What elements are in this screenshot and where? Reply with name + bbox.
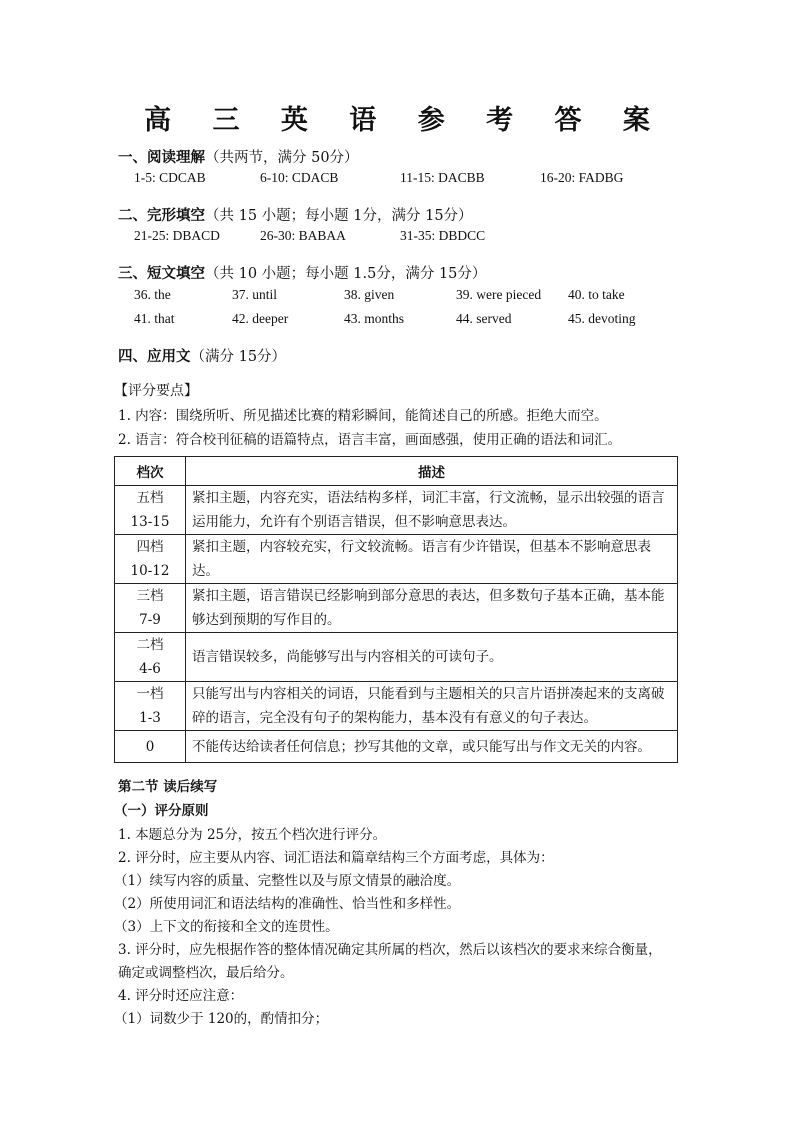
- answer-11-15: 11-15: DACBB: [400, 170, 485, 185]
- header-level: 档次: [115, 457, 186, 486]
- criteria-content: 1. 内容：围绕所听、所见描述比赛的精彩瞬间，能简述自己的所感。拒绝大而空。: [118, 408, 608, 424]
- criteria-language: 2. 语言：符合校刊征稿的语篇特点，语言丰富，画面感强，使用正确的语法和词汇。: [118, 432, 622, 448]
- answer-37: 37. until: [232, 287, 278, 302]
- grade-description: 紧扣主题，内容充实，语法结构多样，词汇丰富，行文流畅，显示出较强的语言运用能力，允许有个别语言错误，但不影响意思表达。: [186, 486, 678, 535]
- section-fill-heading: [118, 262, 486, 283]
- grade-level-cell: [115, 584, 186, 633]
- answer-45: 45. devoting: [568, 311, 636, 326]
- answer-43: 43. months: [344, 311, 405, 326]
- grade-level-cell: [115, 486, 186, 535]
- rule-line-2: 2. 评分时，应主要从内容、词汇语法和篇章结构三个方面考虑，具体为：: [118, 850, 554, 866]
- grade-level-name: 三档: [136, 588, 164, 604]
- grade-level-range: 13-15: [130, 514, 170, 530]
- grade-level-range: 10-12: [130, 563, 170, 579]
- answer-41: 41. that: [134, 311, 175, 326]
- table-row: [115, 535, 678, 584]
- answer-40: 40. to take: [568, 287, 625, 302]
- section-reading-title: 一、阅读理解: [118, 149, 205, 166]
- section-cloze-note: （共 15 小题；每小题 1分，满分 15分）: [205, 208, 473, 224]
- grade-description: 紧扣主题，内容较充实，行文较流畅。语言有少许错误，但基本不影响意思表达。: [186, 535, 678, 584]
- grade-level-cell: [115, 633, 186, 682]
- answer-21-25: 21-25: DBACD: [134, 228, 220, 243]
- section-reading-note: （共两节，满分 50分）: [205, 150, 359, 166]
- section-writing-note: （满分 15分）: [190, 349, 287, 365]
- table-row: [115, 486, 678, 535]
- section-writing-title: 四、应用文: [118, 348, 191, 365]
- grade-level-name: 0: [145, 738, 155, 755]
- section-writing-heading: [118, 345, 286, 366]
- grade-description: 紧扣主题，语言错误已经影响到部分意思的表达，但多数句子基本正确，基本能够达到预期的写作目的。: [186, 584, 678, 633]
- rule-line-5: （3）上下文的衔接和全文的连贯性。: [114, 919, 339, 935]
- answer-42: 42. deeper: [232, 311, 289, 326]
- grade-level-range: 1-3: [139, 710, 161, 726]
- page-title: 高 三 英 语 参 考 答 案: [144, 105, 666, 136]
- answer-1-5: 1-5: CDCAB: [134, 170, 206, 185]
- answer-31-35: 31-35: DBDCC: [400, 228, 486, 243]
- rule-line-6: 3. 评分时，应先根据作答的整体情况确定其所属的档次，然后以该档次的要求来综合衡量，: [118, 942, 662, 958]
- section-reading-heading: [118, 146, 359, 167]
- answer-6-10: 6-10: CDACB: [260, 170, 339, 185]
- table-header-row: [115, 457, 678, 486]
- grade-description: 只能写出与内容相关的词语，只能看到与主题相关的只言片语拼凑起来的支离破碎的语言，完全没有句子的架构能力，基本没有有意义的句子表达。: [186, 682, 678, 731]
- grade-description: 不能传达给读者任何信息；抄写其他的文章，或只能写出与作文无关的内容。: [186, 731, 678, 763]
- answer-26-30: 26-30: BABAA: [260, 228, 346, 243]
- section-fill-title: 三、短文填空: [118, 265, 205, 282]
- grade-level-name: 五档: [136, 490, 164, 506]
- table-row: [115, 633, 678, 682]
- grade-level-range: 7-9: [139, 612, 161, 628]
- rule-line-9: （1）词数少于 120的，酌情扣分；: [114, 1011, 329, 1027]
- table-row: [115, 584, 678, 633]
- section-cloze-title: 二、完形填空: [118, 207, 205, 224]
- answer-16-20: 16-20: FADBG: [540, 170, 624, 185]
- rule-line-4: （2）所使用词汇和语法结构的准确性、恰当性和多样性。: [114, 896, 461, 912]
- part2-subheading: （一）评分原则: [114, 803, 209, 819]
- grade-level-name: 一档: [136, 686, 164, 702]
- grade-level-cell: [115, 731, 186, 763]
- rule-line-8: 4. 评分时还应注意：: [118, 988, 244, 1004]
- section-fill-note: （共 10 小题；每小题 1.5分，满分 15分）: [205, 266, 487, 282]
- grade-level-cell: [115, 535, 186, 584]
- answer-38: 38. given: [344, 287, 395, 302]
- header-description: 描述: [186, 457, 678, 486]
- grade-level-name: 四档: [136, 539, 164, 555]
- rule-line-7: 确定或调整档次，最后给分。: [118, 965, 294, 981]
- grade-level-name: 二档: [136, 637, 164, 653]
- answer-36: 36. the: [134, 287, 171, 302]
- grade-level-cell: [115, 682, 186, 731]
- rule-line-3: （1）续写内容的质量、完整性以及与原文情景的融洽度。: [114, 873, 461, 889]
- table-row: [115, 731, 678, 763]
- answer-39: 39. were pieced: [456, 287, 542, 302]
- grade-level-range: 4-6: [139, 661, 161, 677]
- rule-line-1: 1. 本题总分为 25分，按五个档次进行评分。: [118, 827, 387, 843]
- grading-table: [114, 456, 678, 763]
- criteria-title: 【评分要点】: [114, 383, 198, 399]
- part2-heading: 第二节 读后续写: [118, 779, 218, 795]
- answer-44: 44. served: [456, 311, 512, 326]
- section-cloze-heading: [118, 204, 473, 225]
- grade-description: 语言错误较多，尚能够写出与内容相关的可读句子。: [186, 633, 678, 682]
- table-row: [115, 682, 678, 731]
